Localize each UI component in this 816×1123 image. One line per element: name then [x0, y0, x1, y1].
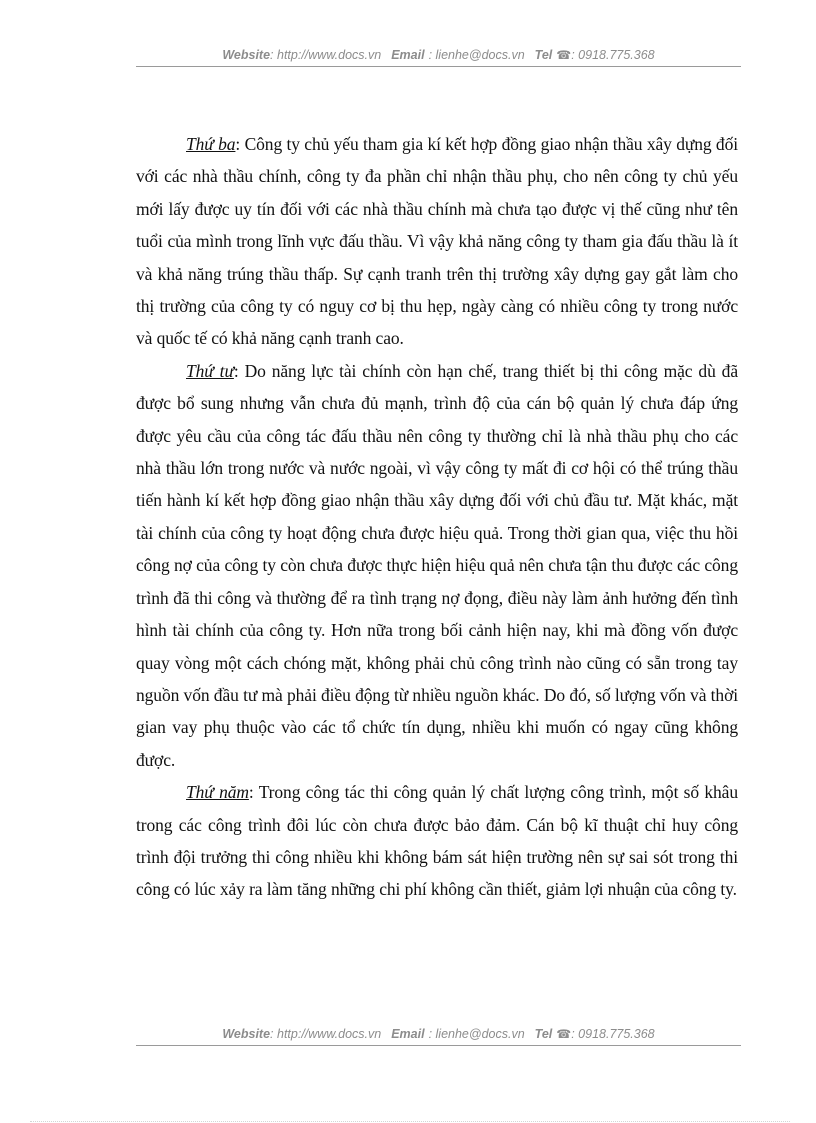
website-label: Website [222, 1027, 271, 1041]
email-label: Email [391, 48, 425, 62]
telephone-icon: ☎ [556, 1027, 572, 1041]
paragraph-term: Thứ ba [186, 134, 236, 154]
phone-number: : 0918.775.368 [571, 48, 655, 62]
document-body [136, 128, 738, 906]
paragraph-text: : Do năng lực tài chính còn hạn chế, trang thiết bị thi công mặc dù đã được bổ sung nhưng vẫn chưa đủ mạnh, trình độ của cán bộ quản lý chưa đáp ứng được yêu cầu của công tác đấu thầu nên công ty thường chỉ là nhà thầu phụ cho các nhà thầu lớn trong nước và nước ngoài, vì vậy công ty mất đi cơ hội có thể trúng thầu tiến hành kí kết hợp đồng giao nhận thầu xây dựng đối với chủ đầu tư. Mặt khác, mặt tài chính của công ty hoạt động chưa được hiệu quả. Trong thời gian qua, việc thu hồi công nợ của công ty còn chưa được thực hiện hiệu quả nên chưa tận thu được các công trình đã thi công và thường để ra tình trạng nợ đọng, điều này làm ảnh hưởng đến tình hình tài chính của công ty. Hơn nữa trong bối cảnh hiện nay, khi mà đồng vốn được quay vòng một cách chóng mặt, không phải chủ công trình nào cũng có sẵn trong tay nguồn vốn đầu tư mà phải điều động từ nhiều nguồn khác. Do đó, số lượng vốn và thời gian vay phụ thuộc vào các tổ chức tín dụng, nhiều khi muốn có ngay cũng không được. [136, 360, 738, 770]
paragraph-term: Thứ tư [186, 360, 234, 381]
page-bottom-border [30, 1121, 790, 1122]
paragraph-thu-ba [136, 128, 738, 355]
paragraph-thu-tu [136, 355, 738, 776]
page-footer [136, 1027, 741, 1041]
telephone-icon: ☎ [556, 48, 572, 62]
tel-label: Tel [534, 48, 553, 62]
paragraph-text: : Công ty chủ yếu tham gia kí kết hợp đồng giao nhận thầu xây dựng đối với các nhà thầu chính, công ty đa phần chỉ nhận thầu phụ, cho nên công ty chủ yếu mới lấy được uy tín đối với các nhà thầu chính mà chưa tạo được vị thế cũng như tên tuổi của mình trong lĩnh vực đấu thầu. Vì vậy khả năng công ty tham gia đấu thầu là ít và khả năng trúng thầu thấp. Sự cạnh tranh trên thị trường xây dựng gay gắt làm cho thị trường của công ty có nguy cơ bị thu hẹp, ngày càng có nhiều công ty trong nước và quốc tế có khả năng cạnh tranh cao. [136, 134, 738, 349]
website-url: : http://www.docs.vn [270, 1027, 382, 1041]
website-label: Website [222, 48, 271, 62]
header-divider [136, 66, 741, 67]
email-address: : lienhe@docs.vn [428, 48, 525, 62]
page-header [136, 48, 741, 62]
email-address: : lienhe@docs.vn [428, 1027, 525, 1041]
footer-divider [136, 1045, 741, 1046]
paragraph-text: : Trong công tác thi công quản lý chất lượng công trình, một số khâu trong các công trình đôi lúc còn chưa được bảo đảm. Cán bộ kĩ thuật chỉ huy công trình đội trưởng thi công nhiều khi không bám sát hiện trường nên sự sai sót trong thi công có lúc xảy ra làm tăng những chi phí không cần thiết, giảm lợi nhuận của công ty. [136, 782, 738, 900]
tel-label: Tel [534, 1027, 553, 1041]
paragraph-term: Thứ năm [186, 782, 249, 803]
paragraph-thu-nam [136, 776, 738, 906]
email-label: Email [391, 1027, 425, 1041]
website-url: : http://www.docs.vn [270, 48, 382, 62]
phone-number: : 0918.775.368 [571, 1027, 655, 1041]
